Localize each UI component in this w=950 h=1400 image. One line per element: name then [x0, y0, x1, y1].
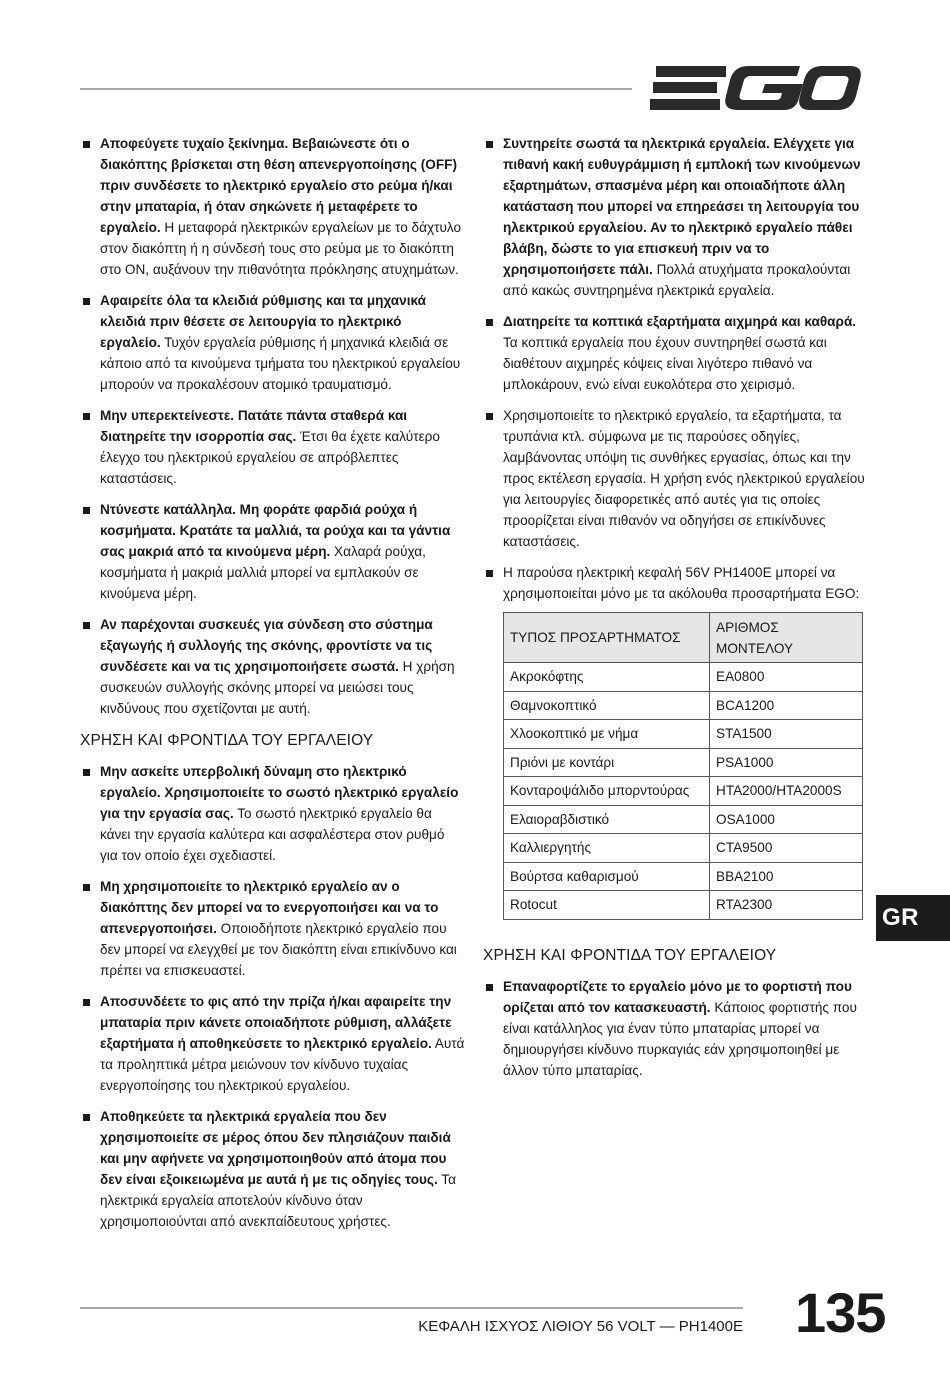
attachments-table: [503, 612, 863, 920]
table-cell: PSA1000: [710, 748, 863, 777]
list-item: Συντηρείτε σωστά τα ηλεκτρικά εργαλεία. Ελέγχετε για πιθανή κακή ευθυγράμμιση ή εμπλοκή των κινούμενων εξαρτημάτων, σπασμένα μέρη και οποιαδήποτε άλλη κατάσταση που μπορεί να επηρεάσει τη λειτουργία του ηλεκτρικού εργαλείου. Αν το ηλεκτρικό εργαλείο πάθει βλάβη, δώστε το για επισκευή πριν να το χρησιμοποιήσετε πάλι. Πολλά ατυχήματα προκαλούνται από κακώς συντηρημένα ηλεκτρικά εργαλεία.: [483, 133, 868, 301]
column-header: ΤΥΠΟΣ ΠΡΟΣΑΡΤΗΜΑΤΟΣ: [504, 613, 710, 663]
list-item: Μη χρησιμοποιείτε το ηλεκτρικό εργαλείο αν ο διακόπτης δεν μπορεί να το ενεργοποιήσει και να το απενεργοποιήσει. Οποιοδήποτε ηλεκτρικό εργαλείο που δεν μπορεί να ελεγχθεί με τον διακόπτη είναι επικίνδυνο και πρέπει να επισκευαστεί.: [80, 876, 465, 981]
table-cell: Καλλιεργητής: [504, 834, 710, 863]
left-column: [80, 133, 465, 1242]
list-item: Αν παρέχονται συσκευές για σύνδεση στο σύστημα εξαγωγής ή συλλογής της σκόνης, φροντίστε να τις συνδέσετε και να τις χρησιμοποιήσετε σωστά. Η χρήση συσκευών συλλογής σκόνης μπορεί να μειώσει τους κινδύνους που σχετίζονται με αυτή.: [80, 614, 465, 719]
footer-title: ΚΕΦΑΛΗ ΙΣΧΥΟΣ ΛΙΘΙΟΥ 56 VOLT — PH1400E: [418, 1318, 743, 1335]
list-item: Η παρούσα ηλεκτρική κεφαλή 56V PH1400E μπορεί να χρησιμοποιείται μόνο με τα ακόλουθα προσαρτήματα EGO:: [483, 562, 868, 604]
table-cell: STA1500: [710, 720, 863, 749]
table-row: [504, 805, 863, 834]
footer-rule: [80, 1307, 743, 1309]
table-cell: Πριόνι με κοντάρι: [504, 748, 710, 777]
table-cell: BBA2100: [710, 862, 863, 891]
table-cell: RTA2300: [710, 891, 863, 920]
table-cell: Ακροκόφτης: [504, 663, 710, 692]
table-cell: OSA1000: [710, 805, 863, 834]
list-item: Διατηρείτε τα κοπτικά εξαρτήματα αιχμηρά και καθαρά. Τα κοπτικά εργαλεία που έχουν συντηρηθεί σωστά και διαθέτουν αιχμηρές κόψεις είναι λιγότερο πιθανό να μπλοκάρουν, ενώ είναι ευκολότερα στο χειρισμό.: [483, 311, 868, 395]
table-row: [504, 663, 863, 692]
column-header: ΑΡΙΘΜΟΣ ΜΟΝΤΕΛΟΥ: [710, 613, 863, 663]
list-item: Αποσυνδέετε το φις από την πρίζα ή/και αφαιρείτε την μπαταρία πριν κάνετε οποιαδήποτε ρύθμιση, αλλάξετε εξαρτήματα ή αποθηκεύσετε το ηλεκτρικό εργαλείο. Αυτά τα προληπτικά μέτρα μειώνουν τον κίνδυνο τυχαίας ενεργοποίησης του ηλεκτρικού εργαλείου.: [80, 991, 465, 1096]
list-item: Μην υπερεκτείνεστε. Πατάτε πάντα σταθερά και διατηρείτε την ισορροπία σας. Έτσι θα έχετε καλύτερο έλεγχο του ηλεκτρικού εργαλείου σε απρόβλεπτες καταστάσεις.: [80, 405, 465, 489]
table-cell: Βούρτσα καθαρισμού: [504, 862, 710, 891]
table-cell: HTA2000/HTA2000S: [710, 777, 863, 806]
section-heading: ΧΡΗΣΗ ΚΑΙ ΦΡΟΝΤΙΔΑ ΤΟΥ ΕΡΓΑΛΕΙΟΥ: [483, 946, 777, 964]
table-row: [504, 862, 863, 891]
list-item: Επαναφορτίζετε το εργαλείο μόνο με το φορτιστή που ορίζεται από τον κατασκευαστή. Κάποιος φορτιστής που είναι κατάλληλος για έναν τύπο μπαταρίας μπορεί να δημιουργήσει κίνδυνο πυρκαγιάς εάν χρησιμοποιηθεί με άλλον τύπο μπαταρίας.: [483, 976, 868, 1081]
section-heading: ΧΡΗΣΗ ΚΑΙ ΦΡΟΝΤΙΔΑ ΤΟΥ ΕΡΓΑΛΕΙΟΥ: [80, 732, 374, 749]
table-row: [504, 777, 863, 806]
table-row: [504, 720, 863, 749]
table-cell: Κονταροψάλιδο μπορντούρας: [504, 777, 710, 806]
table-cell: EA0800: [710, 663, 863, 692]
page-number: 135: [795, 1281, 886, 1344]
language-tab: GR: [876, 895, 950, 941]
table-header-row: [504, 613, 863, 663]
list-item: Αποφεύγετε τυχαίο ξεκίνημα. Βεβαιώνεστε ότι ο διακόπτης βρίσκεται στη θέση απενεργοποίησης (OFF) πριν συνδέσετε το ηλεκτρικό εργαλείο στο ρεύμα ή/και στην μπαταρία, ή όταν σηκώνετε ή μεταφέρετε το εργαλείο. Η μεταφορά ηλεκτρικών εργαλείων με το δάχτυλο στον διακόπτη ή η σύνδεσή τους στο ρεύμα με το διακόπτη στο ON, αυξάνουν την πιθανότητα πρόκλησης ατυχημάτων.: [80, 133, 465, 280]
list-item: Αποθηκεύετε τα ηλεκτρικά εργαλεία που δεν χρησιμοποιείτε σε μέρος όπου δεν πλησιάζουν παιδιά και μην αφήνετε να χρησιμοποιηθούν από άτομα που δεν είναι εξοικειωμένα με αυτά ή με τις οδηγίες τους. Τα ηλεκτρικά εργαλεία αποτελούν κίνδυνο όταν χρησιμοποιούνται από ανεκπαίδευτους χρήστες.: [80, 1106, 465, 1232]
table-row: [504, 748, 863, 777]
table-row: [504, 834, 863, 863]
header-rule: [80, 88, 632, 90]
ego-logo: [650, 62, 862, 114]
right-column: [483, 133, 868, 1091]
table-cell: CTA9500: [710, 834, 863, 863]
table-row: [504, 891, 863, 920]
list-item: Μην ασκείτε υπερβολική δύναμη στο ηλεκτρικό εργαλείο. Χρησιμοποιείτε το σωστό ηλεκτρικό εργαλείο για την εργασία σας. Το σωστό ηλεκτρικό εργαλείο θα κάνει την εργασία καλύτερα και ασφαλέστερα στον ρυθμό για τον οποίο έχει σχεδιαστεί.: [80, 761, 465, 866]
list-item: Ντύνεστε κατάλληλα. Μη φοράτε φαρδιά ρούχα ή κοσμήματα. Κρατάτε τα μαλλιά, τα ρούχα και τα γάντια σας μακριά από τα κινούμενα μέρη. Χαλαρά ρούχα, κοσμήματα ή μακριά μαλλιά μπορεί να εμπλακούν σε κινούμενα μέρη.: [80, 499, 465, 604]
table-cell: BCA1200: [710, 691, 863, 720]
list-item: Χρησιμοποιείτε το ηλεκτρικό εργαλείο, τα εξαρτήματα, τα τρυπάνια κτλ. σύμφωνα με τις παρούσες οδηγίες, λαμβάνοντας υπόψη τις συνθήκες εργασίας, όπως και την προς εκτέλεση εργασία. Η χρήση ενός ηλεκτρικού εργαλείου για λειτουργίες διαφορετικές από αυτές για τις οποίες προορίζεται είναι πιθανόν να οδηγήσει σε επικίνδυνες καταστάσεις.: [483, 405, 868, 552]
list-item: Αφαιρείτε όλα τα κλειδιά ρύθμισης και τα μηχανικά κλειδιά πριν θέσετε σε λειτουργία το ηλεκτρικό εργαλείο. Τυχόν εργαλεία ρύθμισης ή μηχανικά κλειδιά σε κάποιο από τα κινούμενα τμήματα του ηλεκτρικού εργαλείου μπορούν να προκαλέσουν ατομικό τραυματισμό.: [80, 290, 465, 395]
table-cell: Χλοοκοπτικό με νήμα: [504, 720, 710, 749]
table-cell: Ελαιοραβδιστικό: [504, 805, 710, 834]
table-cell: Θαμνοκοπτικό: [504, 691, 710, 720]
table-row: [504, 691, 863, 720]
table-cell: Rotocut: [504, 891, 710, 920]
